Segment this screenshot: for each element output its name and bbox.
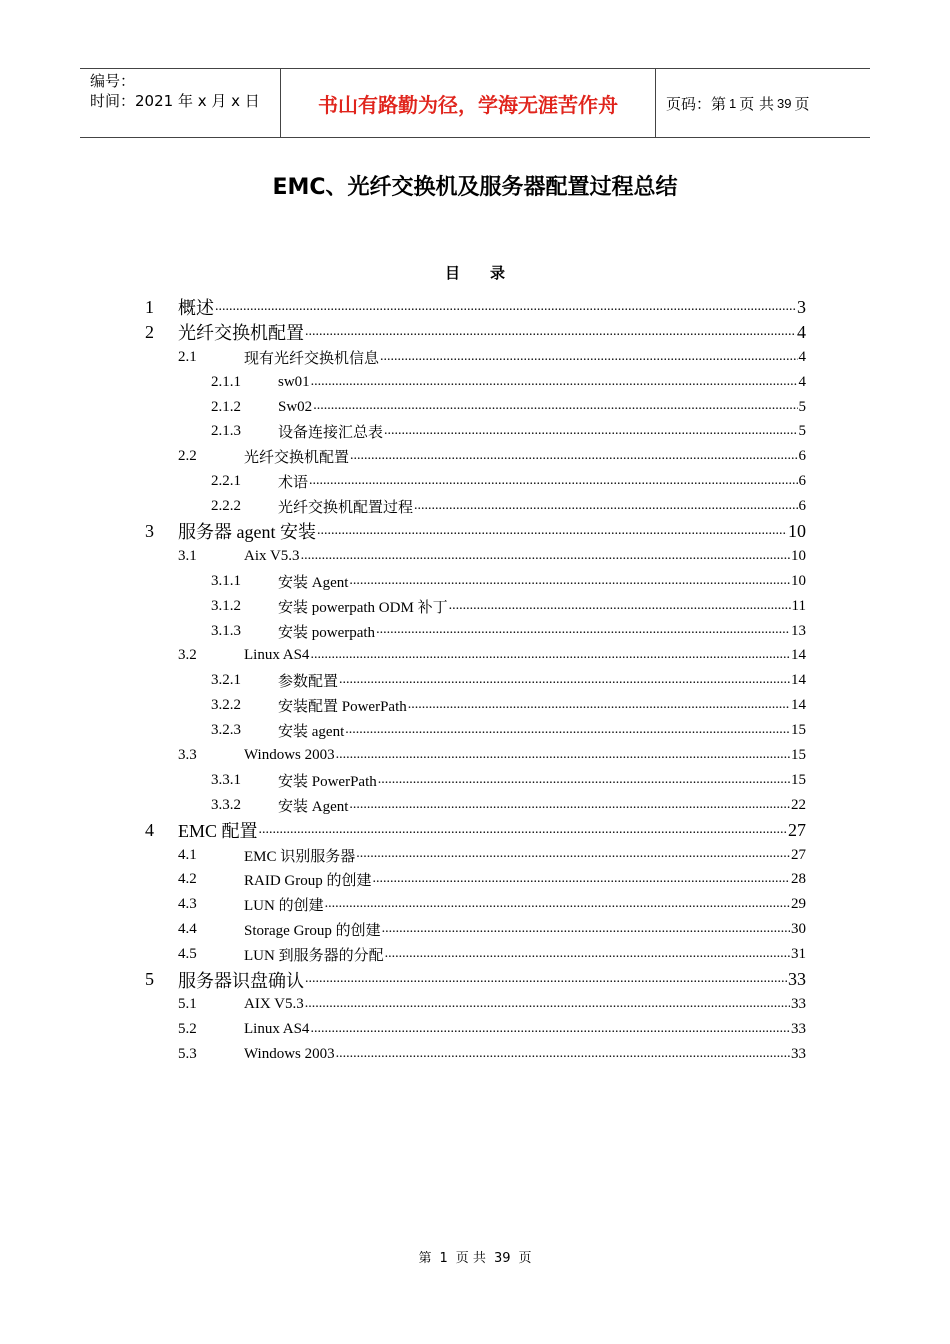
toc-entry-title: 光纤交换机配置 [178,323,304,344]
toc-entry-number: 3.2.2 [211,697,241,714]
toc-entry-page: 31 [791,946,806,963]
toc-entry-page: 27 [791,846,806,863]
toc-leader-dots [317,524,787,544]
toc-leader-dots [376,623,790,643]
toc-entry-number: 3.1.3 [211,622,241,639]
toc-entry-title: 安装配置 PowerPath [278,699,407,716]
toc-entry-title: 安装 agent [278,724,345,741]
toc-leader-dots [310,1022,790,1042]
toc-leader-dots [259,823,787,843]
toc-entry-title: RAID Group 的创建 [244,873,372,890]
toc-entry-page: 14 [791,697,806,714]
toc-entry-number: 3.1.1 [211,572,241,589]
toc-entry-title: 安装 Agent [278,574,349,591]
toc-entry-page: 6 [798,473,806,490]
footer-suffix: 页 [518,1251,532,1266]
toc-leader-dots [345,723,790,743]
toc-leader-dots [380,350,797,370]
toc-entry[interactable] [145,917,806,942]
header-page-suffix: 页 [794,94,810,113]
toc-entry-title: 光纤交换机配置 [244,450,350,467]
toc-entry-number: 5.3 [178,1045,197,1062]
toc-entry-title: Windows 2003 [244,1045,335,1062]
toc-entry-title: 光纤交换机配置过程 [278,500,414,517]
toc-leader-dots [311,375,798,395]
toc-entry-title: 服务器 agent 安装 [178,522,316,543]
toc-leader-dots [301,549,790,569]
toc-leader-dots [382,922,790,942]
toc-entry-number: 3.2.1 [211,672,241,689]
toc-entry-number: 2.2 [178,448,197,465]
toc-entry[interactable] [145,519,806,544]
toc-entry-title: 安装 Agent [278,798,349,815]
header-page-info [656,69,870,137]
toc-entry-page: 3 [797,296,806,317]
toc-entry-title: sw01 [278,373,310,390]
toc-heading: 目录 [444,264,535,282]
toc-entry[interactable] [145,569,806,594]
toc-entry-title: 现有光纤交换机信息 [244,350,380,367]
toc-entry-page: 14 [791,672,806,689]
toc-entry-number: 4.5 [178,946,197,963]
toc-entry-page: 33 [788,968,806,989]
toc-entry-page: 33 [791,1020,806,1037]
toc-entry-page: 22 [791,796,806,813]
toc-leader-dots [313,399,797,419]
toc-entry[interactable] [145,743,806,768]
toc-entry[interactable] [145,619,806,644]
toc-entry[interactable] [145,295,806,320]
toc-entry[interactable] [145,668,806,693]
toc-entry-number: 4.1 [178,846,197,863]
toc-entry-page: 13 [791,622,806,639]
toc-entry-number: 2.1 [178,348,197,365]
toc-leader-dots [350,449,797,469]
header-page-total: 39 [777,95,792,111]
toc-leader-dots [373,872,791,892]
toc-entry-page: 11 [791,597,806,614]
page-footer [0,1247,950,1266]
toc-entry-number: 3.3.2 [211,796,241,813]
header-page-current: 1 [729,95,737,111]
toc-entry[interactable] [145,793,806,818]
toc-entry[interactable] [145,992,806,1017]
toc-leader-dots [215,300,796,320]
toc-entry[interactable] [145,1042,806,1067]
toc-entry[interactable] [145,320,806,345]
toc-entry-number: 5 [145,968,154,989]
toc-leader-dots [408,698,790,718]
toc-entry-title: Linux AS4 [244,647,310,664]
header-page-mid: 页 共 [739,94,775,113]
toc-entry-title: 安装 powerpath ODM 补丁 [278,599,448,616]
toc-entry-number: 4 [145,819,154,840]
footer-page-current: 1 [439,1251,448,1266]
toc-entry-page: 15 [791,722,806,739]
toc-entry-page: 10 [788,520,806,541]
toc-entry-title: 术语 [278,475,309,492]
toc-entry-page: 10 [791,547,806,564]
toc-entry-title: 概述 [178,298,214,319]
header-motto: 书山有路勤为径，学海无涯苦作舟 [280,69,656,137]
toc-entry-page: 6 [798,448,806,465]
toc-entry-number: 3.3 [178,746,197,763]
toc-entry-page: 5 [798,398,806,415]
toc-entry[interactable] [145,718,806,743]
toc-entry[interactable] [145,967,806,992]
toc-entry-number: 5.2 [178,1020,197,1037]
toc-entry-page: 10 [791,572,806,589]
toc-entry-page: 28 [791,871,806,888]
toc-entry-title: 服务器识盘确认 [178,970,304,991]
toc-leader-dots [305,325,796,345]
header-meta [80,69,280,137]
toc-entry-page: 14 [791,647,806,664]
toc-entry[interactable] [145,345,806,370]
toc-entry-title: LUN 到服务器的分配 [244,948,384,965]
toc-entry-title: Windows 2003 [244,746,335,763]
toc-entry-page: 15 [791,771,806,788]
toc-leader-dots [349,574,790,594]
toc-entry[interactable] [145,892,806,917]
toc-entry-page: 27 [788,819,806,840]
toc-entry-title: EMC 配置 [178,821,258,842]
toc-entry-number: 1 [145,296,154,317]
toc-leader-dots [309,474,797,494]
toc-entry-number: 4.2 [178,871,197,888]
toc-leader-dots [449,599,791,619]
toc-entry-number: 2 [145,321,154,342]
toc-entry-number: 2.2.1 [211,473,241,490]
toc-entry-title: Aix V5.3 [244,547,300,564]
toc-entry[interactable] [145,693,806,718]
toc-entry-title: EMC 识别服务器 [244,848,356,865]
toc-entry-number: 2.1.3 [211,423,241,440]
toc-leader-dots [384,424,797,444]
toc-entry-number: 3.2 [178,647,197,664]
toc-entry-number: 3.3.1 [211,771,241,788]
toc-leader-dots [305,997,790,1017]
toc-entry[interactable] [145,867,806,892]
toc-entry-number: 2.1.2 [211,398,241,415]
toc-entry[interactable] [145,643,806,668]
toc-leader-dots [336,1047,790,1067]
toc-entry-number: 2.2.2 [211,498,241,515]
toc-leader-dots [356,847,790,867]
header-page-prefix: 页码：第 [666,94,727,113]
toc-entry-number: 3.1.2 [211,597,241,614]
toc-entry-title: 安装 powerpath [278,624,376,641]
toc-leader-dots [305,972,787,992]
toc-leader-dots [385,947,790,967]
toc-entry[interactable] [145,419,806,444]
toc-entry-number: 3 [145,520,154,541]
toc-entry-page: 33 [791,995,806,1012]
toc-entry-page: 4 [797,321,806,342]
toc-entry-page: 4 [798,348,806,365]
toc-entry-title: Sw02 [278,398,313,415]
toc-entry[interactable] [145,768,806,793]
toc-entry-title: Storage Group 的创建 [244,923,381,940]
toc-entry-page: 30 [791,921,806,938]
toc-entry-number: 3.2.3 [211,722,241,739]
table-of-contents [145,295,806,1067]
toc-entry[interactable] [145,594,806,619]
toc-entry-number: 4.3 [178,896,197,913]
toc-leader-dots [336,748,790,768]
toc-entry[interactable] [145,395,806,420]
toc-entry-page: 5 [798,423,806,440]
toc-entry-number: 3.1 [178,547,197,564]
toc-entry[interactable] [145,494,806,519]
toc-entry-number: 2.1.1 [211,373,241,390]
toc-entry-page: 29 [791,896,806,913]
toc-leader-dots [325,897,790,917]
toc-leader-dots [310,648,790,668]
toc-entry[interactable] [145,1017,806,1042]
toc-entry-page: 4 [798,373,806,390]
toc-entry[interactable] [145,370,806,395]
toc-entry-title: 参数配置 [278,674,339,691]
document-number-label: 编号： [90,72,136,90]
footer-page-total: 39 [493,1251,511,1266]
toc-leader-dots [349,798,790,818]
toc-entry[interactable] [145,544,806,569]
document-time-label: 时间：2021 年 x 月 x 日 [90,92,260,110]
toc-leader-dots [339,673,790,693]
toc-entry[interactable] [145,444,806,469]
toc-entry-page: 33 [791,1045,806,1062]
toc-entry-title: Linux AS4 [244,1020,310,1037]
toc-entry-title: 安装 PowerPath [278,773,377,790]
footer-mid: 页 共 [455,1251,486,1266]
document-title: EMC、光纤交换机及服务器配置过程总结 [272,175,678,200]
toc-entry-title: 设备连接汇总表 [278,425,384,442]
toc-entry-title: AIX V5.3 [244,995,304,1012]
toc-entry-number: 4.4 [178,921,197,938]
toc-entry[interactable] [145,942,806,967]
toc-entry-page: 15 [791,746,806,763]
footer-prefix: 第 [418,1251,432,1266]
toc-entry-title: LUN 的创建 [244,898,324,915]
toc-entry-page: 6 [798,498,806,515]
page-header [80,68,870,138]
toc-entry[interactable] [145,843,806,868]
toc-entry[interactable] [145,469,806,494]
toc-entry-number: 5.1 [178,995,197,1012]
toc-leader-dots [414,499,797,519]
toc-leader-dots [378,773,790,793]
toc-entry[interactable] [145,818,806,843]
